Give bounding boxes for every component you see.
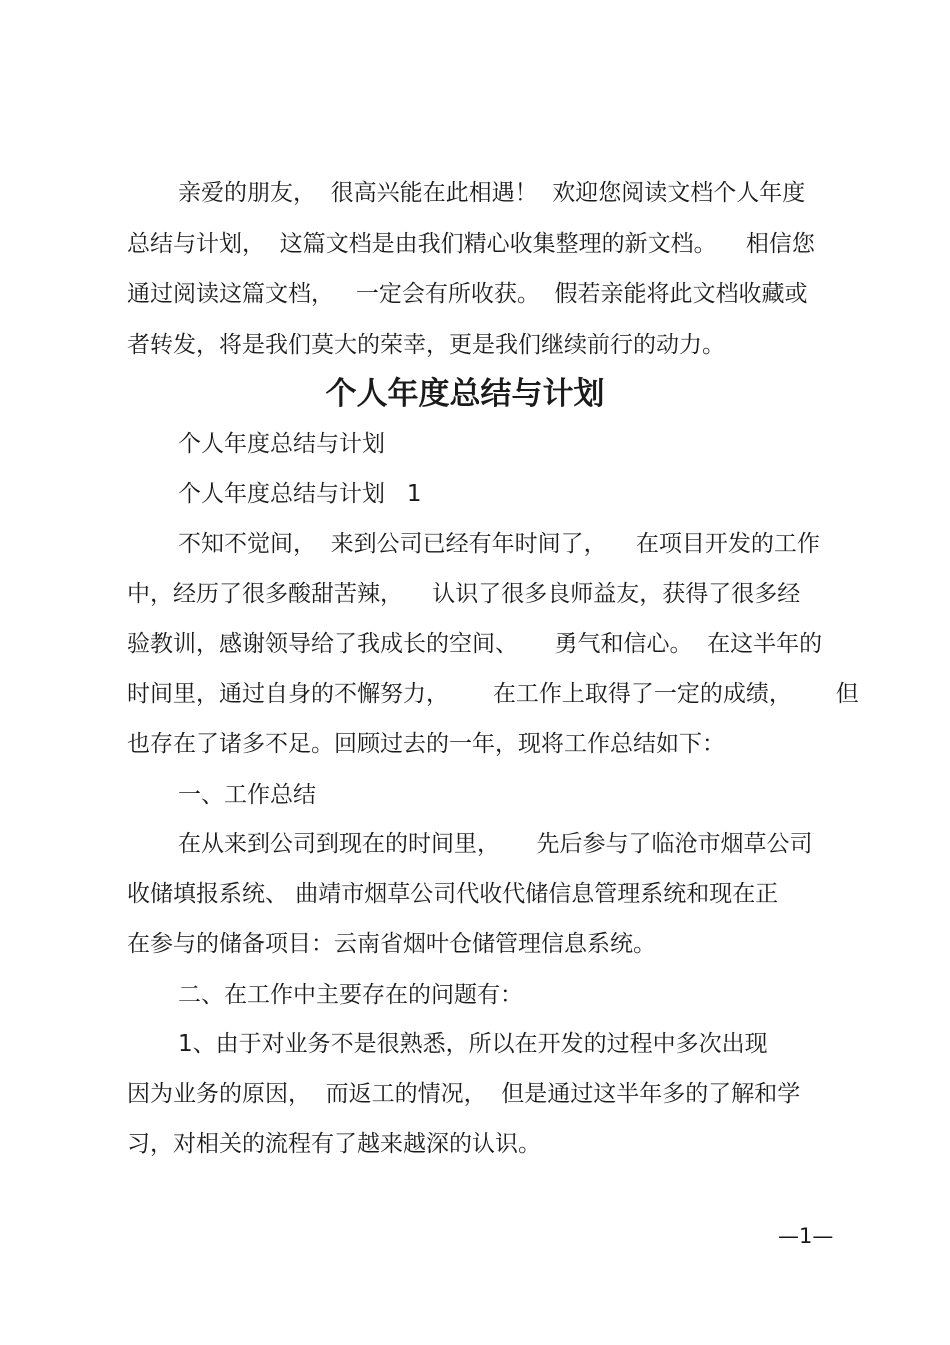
body-line: 验教训，感谢领导给了我成长的空间、 勇气和信心。 在这半年的 bbox=[127, 631, 823, 657]
intro-line-1: 亲爱的朋友， 很高兴能在此相遇！ 欢迎您阅读文档个人年度 bbox=[178, 180, 806, 206]
intro-line-4: 者转发，将是我们莫大的荣幸，更是我们继续前行的动力。 bbox=[127, 332, 725, 358]
section-heading-1: 个人年度总结与计划 1 bbox=[178, 481, 422, 507]
body-line: 在从来到公司到现在的时间里， 先后参与了临沧市烟草公司 bbox=[178, 831, 813, 857]
body-line: 收储填报系统、 曲靖市烟草公司代收代储信息管理系统和现在正 bbox=[127, 881, 779, 907]
intro-line-2: 总结与计划， 这篇文档是由我们精心收集整理的新文档。 相信您 bbox=[127, 231, 815, 257]
document-title: 个人年度总结与计划 bbox=[325, 376, 605, 412]
body-line: 因为业务的原因， 而返工的情况， 但是通过这半年多的了解和学 bbox=[127, 1081, 801, 1107]
section-heading-problems: 二、在工作中主要存在的问题有： bbox=[178, 982, 523, 1008]
body-line: 中，经历了很多酸甜苦辣， 认识了很多良师益友，获得了很多经 bbox=[127, 581, 801, 607]
intro-line-3: 通过阅读这篇文档， 一定会有所收获。 假若亲能将此文档收藏或 bbox=[127, 281, 808, 307]
subtitle-line: 个人年度总结与计划 bbox=[178, 431, 385, 457]
body-line: 不知不觉间， 来到公司已经有年时间了， 在项目开发的工作 bbox=[178, 531, 820, 557]
body-line: 习，对相关的流程有了越来越深的认识。 bbox=[127, 1131, 541, 1157]
section-heading-work-summary: 一、工作总结 bbox=[178, 782, 316, 808]
body-line: 也存在了诸多不足。回顾过去的一年，现将工作总结如下： bbox=[127, 731, 725, 757]
page-number: —1— bbox=[778, 1224, 834, 1248]
body-line: 在参与的储备项目：云南省烟叶仓储管理信息系统。 bbox=[127, 931, 656, 957]
body-line: 时间里，通过自身的不懈努力， 在工作上取得了一定的成绩， 但 bbox=[127, 681, 859, 707]
body-line: 1、由于对业务不是很熟悉，所以在开发的过程中多次出现 bbox=[178, 1031, 768, 1057]
